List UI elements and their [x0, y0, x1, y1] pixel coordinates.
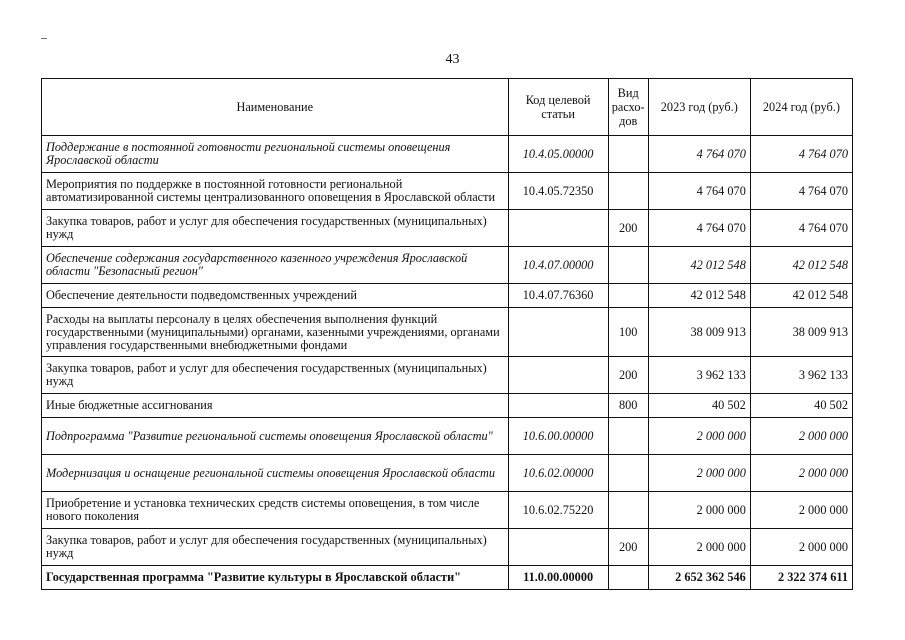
- cell-code: 10.4.07.00000: [508, 247, 608, 284]
- cell-name: Поддержание в постоянной готовности региональной системы оповещения Ярославской области: [42, 136, 509, 173]
- cell-kind: 800: [608, 394, 648, 418]
- table-row: [42, 136, 853, 173]
- header-year-2024: 2024 год (руб.): [750, 79, 852, 136]
- cell-kind: [608, 418, 648, 455]
- cell-amount-2024: 2 000 000: [750, 418, 852, 455]
- cell-amount-2024: 42 012 548: [750, 247, 852, 284]
- table-row: [42, 284, 853, 308]
- cell-amount-2023: 2 000 000: [648, 455, 750, 492]
- cell-amount-2023: 4 764 070: [648, 136, 750, 173]
- cell-name: Подпрограмма "Развитие региональной системы оповещения Ярославской области": [42, 418, 509, 455]
- cell-amount-2023: 40 502: [648, 394, 750, 418]
- cell-code: 10.4.05.00000: [508, 136, 608, 173]
- cell-code: 10.6.00.00000: [508, 418, 608, 455]
- cell-code: [508, 210, 608, 247]
- cell-amount-2023: 4 764 070: [648, 173, 750, 210]
- cell-kind: 100: [608, 308, 648, 357]
- cell-name: Закупка товаров, работ и услуг для обеспечения государственных (муниципальных) нужд: [42, 529, 509, 566]
- cell-amount-2024: 2 000 000: [750, 529, 852, 566]
- cell-amount-2023: 2 652 362 546: [648, 566, 750, 590]
- cell-code: 10.6.02.75220: [508, 492, 608, 529]
- table-header-row: [42, 79, 853, 136]
- cell-amount-2023: 42 012 548: [648, 247, 750, 284]
- cell-name: Расходы на выплаты персоналу в целях обеспечения выполнения функций государственными (муниципальными) органами, казенными учреждениями, органами управления государственными внебюджетными фондами: [42, 308, 509, 357]
- cell-code: 10.4.05.72350: [508, 173, 608, 210]
- cell-name: Модернизация и оснащение региональной системы оповещения Ярославской области: [42, 455, 509, 492]
- header-kind: Вид расхо-дов: [608, 79, 648, 136]
- header-year-2023: 2023 год (руб.): [648, 79, 750, 136]
- cell-amount-2024: 40 502: [750, 394, 852, 418]
- page-number: 43: [445, 52, 460, 67]
- cell-amount-2023: 2 000 000: [648, 529, 750, 566]
- cell-amount-2024: 4 764 070: [750, 210, 852, 247]
- cell-amount-2024: 2 322 374 611: [750, 566, 852, 590]
- cell-code: [508, 308, 608, 357]
- cell-kind: 200: [608, 210, 648, 247]
- cell-code: [508, 529, 608, 566]
- table-body: [42, 136, 853, 590]
- table-row: [42, 308, 853, 357]
- cell-kind: 200: [608, 529, 648, 566]
- budget-table: [41, 78, 853, 590]
- table-row: [42, 492, 853, 529]
- cell-amount-2024: 4 764 070: [750, 136, 852, 173]
- cell-code: 11.0.00.00000: [508, 566, 608, 590]
- cell-kind: [608, 492, 648, 529]
- cell-kind: [608, 284, 648, 308]
- header-code: Код целевой статьи: [508, 79, 608, 136]
- table-row: [42, 247, 853, 284]
- cell-code: [508, 394, 608, 418]
- table-row: [42, 455, 853, 492]
- cell-amount-2023: 42 012 548: [648, 284, 750, 308]
- cell-amount-2024: 2 000 000: [750, 492, 852, 529]
- cell-name: Мероприятия по поддержке в постоянной готовности региональной автоматизированной системы централизованного оповещения в Ярославской области: [42, 173, 509, 210]
- table-row: [42, 418, 853, 455]
- cell-amount-2024: 3 962 133: [750, 357, 852, 394]
- table-row: [42, 529, 853, 566]
- cell-kind: [608, 455, 648, 492]
- table-row: [42, 566, 853, 590]
- cell-code: 10.6.02.00000: [508, 455, 608, 492]
- cell-amount-2023: 2 000 000: [648, 492, 750, 529]
- table-row: [42, 173, 853, 210]
- cell-amount-2023: 4 764 070: [648, 210, 750, 247]
- cell-name: Иные бюджетные ассигнования: [42, 394, 509, 418]
- cell-amount-2024: 4 764 070: [750, 173, 852, 210]
- cell-name: Закупка товаров, работ и услуг для обеспечения государственных (муниципальных) нужд: [42, 210, 509, 247]
- cell-name: Государственная программа "Развитие культуры в Ярославской области": [42, 566, 509, 590]
- cell-amount-2024: 2 000 000: [750, 455, 852, 492]
- cell-kind: [608, 173, 648, 210]
- cell-name: Обеспечение деятельности подведомственных учреждений: [42, 284, 509, 308]
- cell-amount-2023: 38 009 913: [648, 308, 750, 357]
- scan-mark: [41, 38, 47, 39]
- cell-amount-2024: 42 012 548: [750, 284, 852, 308]
- cell-amount-2023: 2 000 000: [648, 418, 750, 455]
- cell-name: Закупка товаров, работ и услуг для обеспечения государственных (муниципальных) нужд: [42, 357, 509, 394]
- cell-name: Обеспечение содержания государственного казенного учреждения Ярославской области "Безопасный регион": [42, 247, 509, 284]
- table-row: [42, 357, 853, 394]
- cell-kind: 200: [608, 357, 648, 394]
- cell-kind: [608, 136, 648, 173]
- cell-code: 10.4.07.76360: [508, 284, 608, 308]
- cell-kind: [608, 566, 648, 590]
- cell-code: [508, 357, 608, 394]
- cell-name: Приобретение и установка технических средств системы оповещения, в том числе нового поколения: [42, 492, 509, 529]
- table-row: [42, 210, 853, 247]
- cell-amount-2023: 3 962 133: [648, 357, 750, 394]
- cell-amount-2024: 38 009 913: [750, 308, 852, 357]
- header-name: Наименование: [42, 79, 509, 136]
- cell-kind: [608, 247, 648, 284]
- table-row: [42, 394, 853, 418]
